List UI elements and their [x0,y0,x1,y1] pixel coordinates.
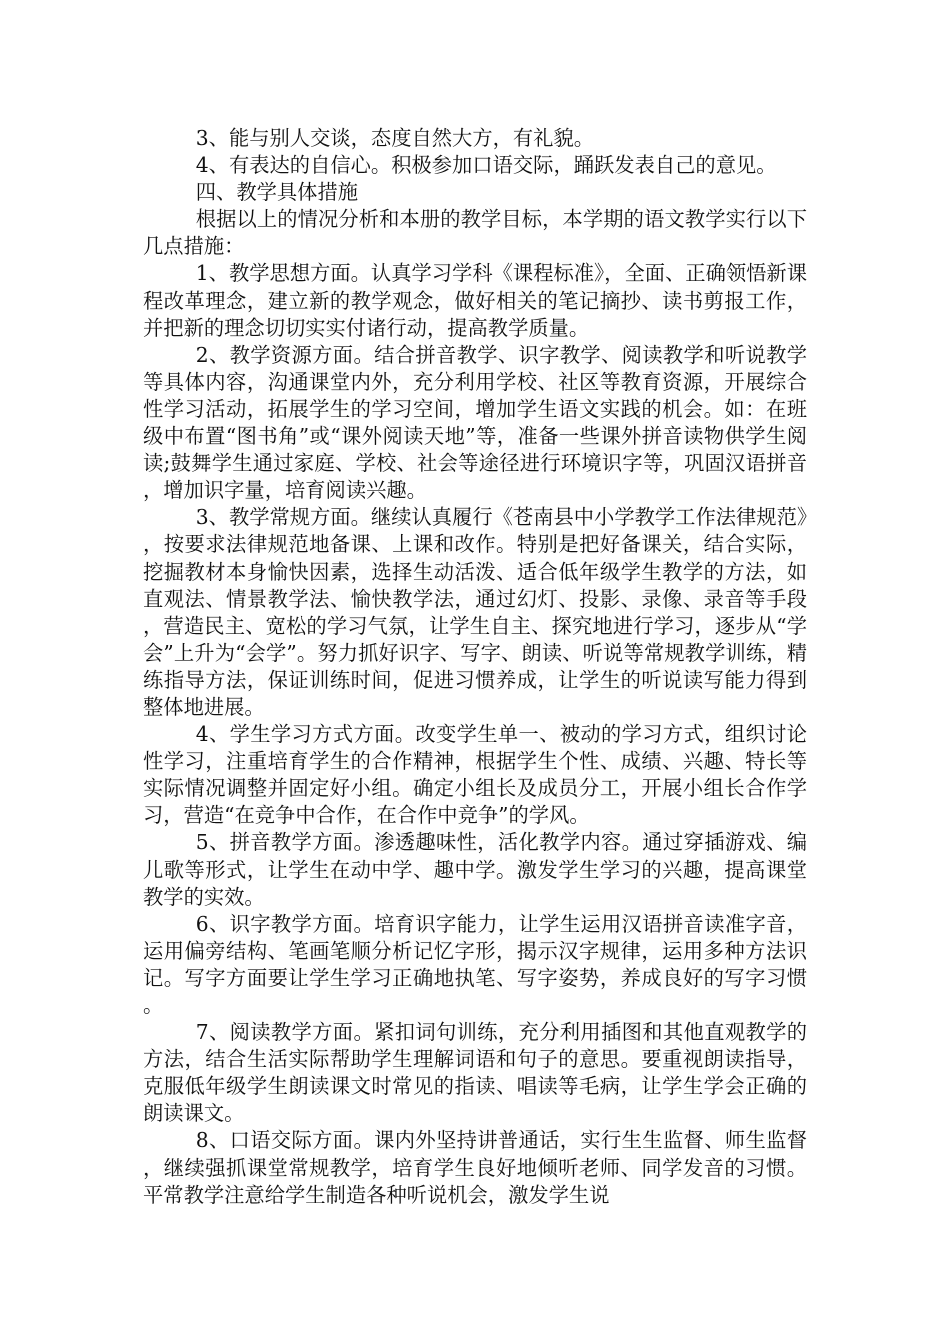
paragraph-measure-7: 7、阅读教学方面。紧扣词句训练，充分利用插图和其他直观教学的方法，结合生活实际帮助学生理解词语和句子的意思。要重视朗读指导，克服低年级学生朗读课文时常见的指读、唱读等毛病，让学生学会正确的朗读课文。 [143,1020,807,1126]
document-body [143,125,807,1209]
paragraph-goal-3: 3、能与别人交谈，态度自然大方，有礼貌。 [195,126,595,150]
paragraph-measure-5: 5、拼音教学方面。渗透趣味性，活化教学内容。通过穿插游戏、编儿歌等形式，让学生在动中学、趣中学。激发学生学习的兴趣，提高课堂教学的实效。 [143,830,807,909]
paragraph-measure-1: 1、教学思想方面。认真学习学科《课程标准》，全面、正确领悟新课程改革理念，建立新的教学观念，做好相关的笔记摘抄、读书剪报工作，并把新的理念切切实实付诸行动，提高教学质量。 [143,261,807,340]
paragraph-measure-3: 3、教学常规方面。继续认真履行《苍南县中小学教学工作法律规范》，按要求法律规范地备课、上课和改作。特别是把好备课关，结合实际，挖掘教材本身愉快因素，选择生动活泼、适合低年级学生教学的方法，如直观法、情景教学法、愉快教学法，通过幻灯、投影、录像、录音等手段，营造民主、宽松的学习气氛，让学生自主、探究地进行学习，逐步从“学会”上升为“会学”。努力抓好识字、写字、朗读、听说等常规教学训练，精练指导方法，保证训练时间，促进习惯养成，让学生的听说读写能力得到整体地进展。 [143,505,807,719]
paragraph-goal-4: 4、有表达的自信心。积极参加口语交际，踊跃发表自己的意见。 [195,153,777,178]
paragraph-measures-intro: 根据以上的情况分析和本册的教学目标，本学期的语文教学实行以下几点措施： [143,207,807,259]
paragraph-measure-4: 4、学生学习方式方面。改变学生单一、被动的学习方式，组织讨论性学习，注重培育学生的合作精神，根据学生个性、成绩、兴趣、特长等实际情况调整并固定好小组。确定小组长及成员分工，开展小组长合作学习，营造“在竞争中合作，在合作中竞争”的学风。 [143,722,807,828]
paragraph-measure-8: 8、口语交际方面。课内外坚持讲普通话，实行生生监督、师生监督，继续强抓课堂常规教学，培育学生良好地倾听老师、同学发音的习惯。平常教学注意给学生制造各种听说机会，激发学生说 [143,1128,807,1207]
section-heading-measures: 四、教学具体措施 [195,180,359,205]
paragraph-measure-6: 6、识字教学方面。培育识字能力，让学生运用汉语拼音读准字音，运用偏旁结构、笔画笔顺分析记忆字形，揭示汉字规律，运用多种方法识记。写字方面要让学生学习正确地执笔、写字姿势，养成良好的写字习惯。 [143,911,807,1017]
paragraph-measure-2: 2、教学资源方面。结合拼音教学、识字教学、阅读教学和听说教学等具体内容，沟通课堂内外，充分利用学校、社区等教育资源，开展综合性学习活动，拓展学生的学习空间，增加学生语文实践的机会。如：在班级中布置“图书角”或“课外阅读天地”等，准备一些课外拼音读物供学生阅读;鼓舞学生通过家庭、学校、社会等途径进行环境识字等，巩固汉语拼音，增加识字量，培育阅读兴趣。 [143,342,807,503]
